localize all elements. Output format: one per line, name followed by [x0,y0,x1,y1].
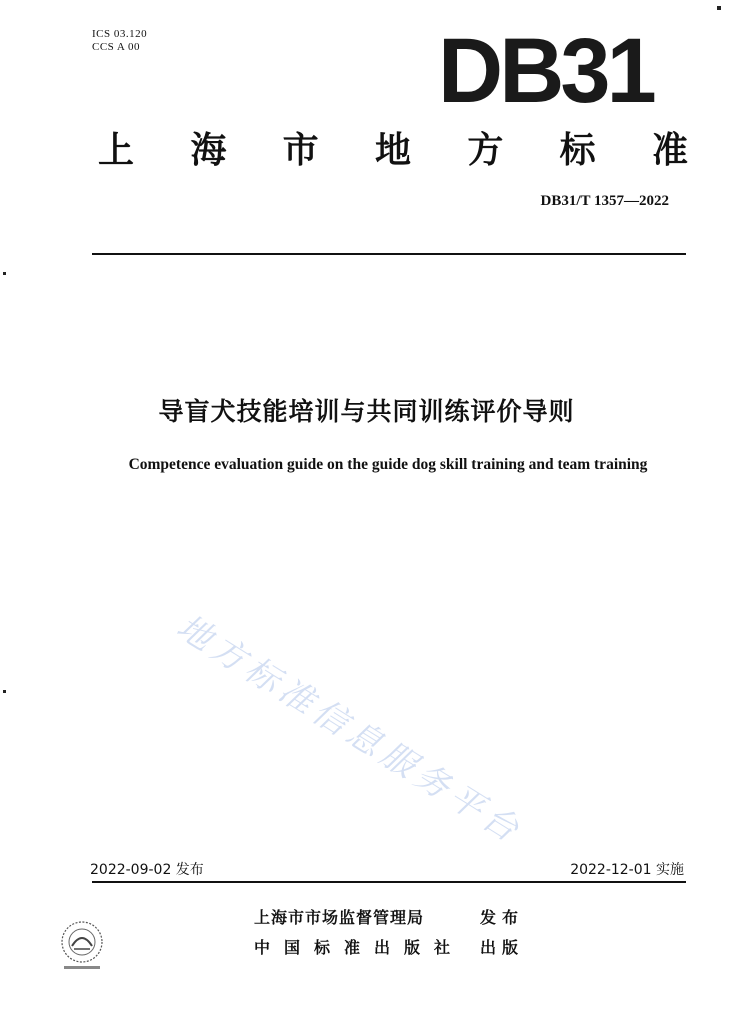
org-char: 市 [282,130,319,171]
press-name: 中国标准出版社 [254,938,465,957]
org-char: 准 [651,130,688,171]
db31-logo: DB31 [438,20,653,122]
header-divider [92,253,686,255]
watermark-text: 地方标准信息服务平台 [169,606,530,853]
document-title-chinese: 导盲犬技能培训与共同训练评价导则 [158,397,575,426]
scan-speck [717,6,721,10]
org-char: 标 [559,130,596,171]
implementation-date: 2022-12-01 实施 [570,862,684,878]
organization-title [98,128,688,174]
scan-speck [3,272,6,275]
seal-icon [50,914,114,978]
org-char: 方 [467,130,504,171]
ccs-code: CCS A 00 [92,41,141,53]
footer-divider [92,881,686,883]
classification-codes [92,28,147,54]
org-char: 海 [190,130,227,171]
standard-code: DB31/T 1357—2022 [540,193,669,209]
org-char: 上 [98,130,135,171]
scan-speck [3,690,6,693]
issuer-action: 发布 [480,908,525,927]
org-char: 地 [374,130,411,171]
issue-date: 2022-09-02 发布 [90,862,204,878]
document-title-english: Competence evaluation guide on the guide dog skill training and team training [128,456,648,473]
issuer-name: 上海市市场监督管理局 [254,908,425,927]
press-action: 出版 [480,938,525,957]
ics-code: ICS 03.120 [92,28,148,40]
